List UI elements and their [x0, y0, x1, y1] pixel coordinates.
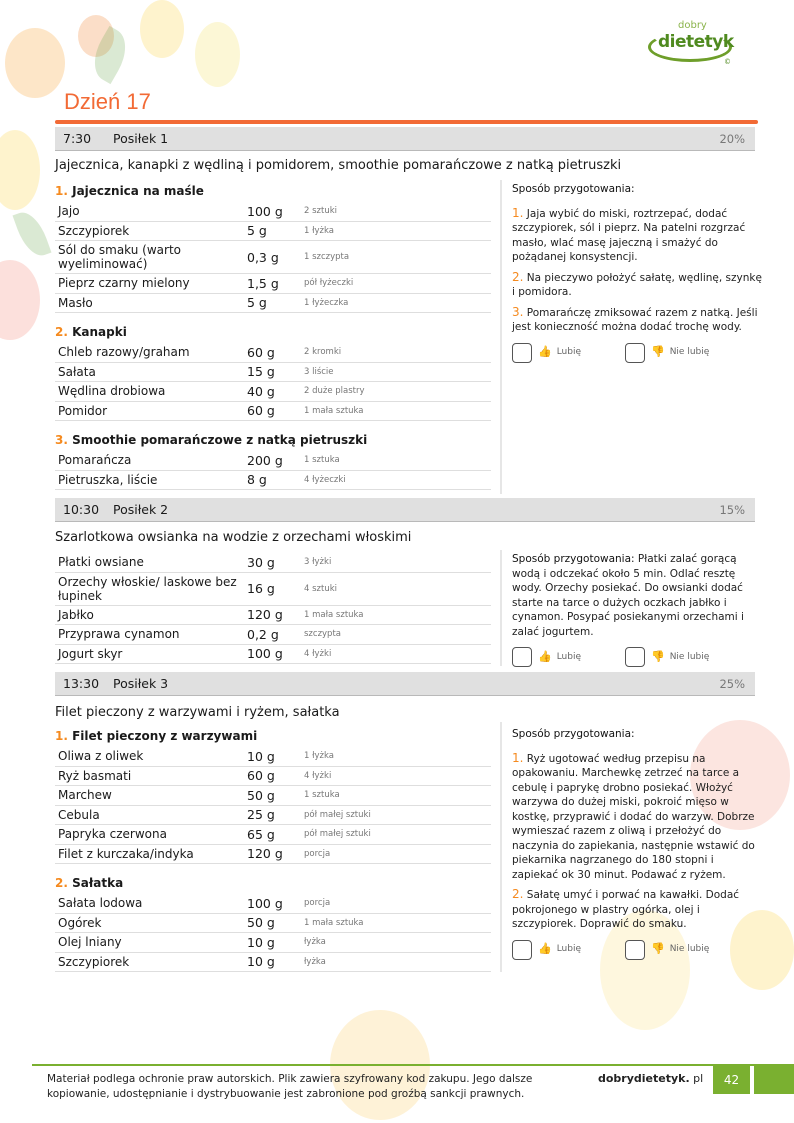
dislike-option[interactable]: 👎 Nie lubię — [625, 940, 738, 960]
like-option[interactable]: 👍 Lubię — [512, 940, 625, 960]
ingredients-meal-3 — [55, 725, 491, 972]
meal-name: Posiłek 3 — [113, 676, 169, 691]
meal-name: Posiłek 2 — [113, 502, 169, 517]
ingredient-row: Oliwa z oliwek 10 g 1 łyżka — [55, 747, 491, 767]
ingredient-row: Filet z kurczaka/indyka 120 g porcja — [55, 845, 491, 865]
website-link[interactable]: dobrydietetyk. pl — [598, 1072, 704, 1085]
meal-time: 13:30 — [63, 676, 100, 691]
recipe-subtitle: 2. Kanapki — [55, 325, 127, 339]
logo-line2: dietetyk — [658, 32, 734, 52]
dislike-checkbox[interactable] — [625, 940, 645, 960]
lemon-decoration — [0, 130, 40, 210]
ingredient-row: Szczypiorek 5 g 1 łyżka — [55, 222, 491, 242]
prep-step: 2. Sałatę umyć i porwać na kawałki. Dodać pokrojonego w plastry ogórka, olej i szczypiorek. Doprawić do smaku. — [512, 887, 740, 930]
prep-step: 1. Ryż ugotować według przepisu na opakowaniu. Marchewkę zetrzeć na tarce a cebulę i paprykę drobno posiekać. Włożyć warzywa do dużej miski, pokroić mięso w kostkę, przyprawić i dodać do warzyw. Dobrze wymieszać razem z oliwą i przełożyć do naczynia do zapiekania, następnie wstawić do piekarnika nagrzanego do 180 stopni i zapiekać ok 30 minut. Podawać z ryżem. — [512, 750, 755, 881]
copyright-mark: © — [724, 58, 731, 66]
leaf-decoration — [13, 207, 52, 260]
lemon-slice-decoration — [140, 0, 184, 58]
orange-decoration — [78, 15, 114, 57]
meal-name: Posiłek 1 — [113, 131, 169, 146]
column-divider — [500, 550, 502, 666]
ingredient-row: Jogurt skyr 100 g 4 łyżki — [55, 645, 491, 665]
ingredient-row: Cebula 25 g pół małej sztuki — [55, 806, 491, 826]
prep-step: 3. Pomarańczę zmiksować razem z natką. Jeśli jest konieczność można dodać trochę wody. — [512, 304, 758, 333]
prep-step: 2. Na pieczywo położyć sałatę, wędlinę, szynkę i pomidora. — [512, 269, 762, 298]
ingredients-meal-2 — [55, 553, 491, 664]
ingredient-row: Wędlina drobiowa 40 g 2 duże plastry — [55, 382, 491, 402]
prep-text: Sposób przygotowania: Płatki zalać gorącą wodą i odczekać około 5 min. Odlać resztę wody. Orzechy posiekać. Do owsianki dodać starte na tarce o dużych oczkach jabłko i cynamon. Posypać posiekanymi orzechami i zalać jogurtem. — [512, 553, 744, 638]
recipe-subtitle: 2. Sałatka — [55, 876, 124, 890]
ingredient-row: Płatki owsiane 30 g 3 łyżki — [55, 553, 491, 573]
ingredient-row: Pietruszka, liście 8 g 4 łyżeczki — [55, 471, 491, 491]
day-title: Dzień 17 — [64, 89, 151, 114]
recipe-subtitle: 1. Jajecznica na maśle — [55, 184, 204, 198]
ingredient-row: Przyprawa cynamon 0,2 g szczypta — [55, 625, 491, 645]
dislike-option[interactable]: 👎 Nie lubię — [625, 647, 738, 667]
ingredient-row: Ogórek 50 g 1 mała sztuka — [55, 914, 491, 934]
meal-header-3 — [55, 672, 755, 696]
meal-percent: 15% — [719, 502, 745, 517]
ingredient-row: Szczypiorek 10 g łyżka — [55, 953, 491, 973]
meal-percent: 20% — [719, 131, 745, 146]
dislike-checkbox[interactable] — [625, 647, 645, 667]
feedback-row — [512, 940, 762, 960]
copyright-notice: Materiał podlega ochronie praw autorskich. Plik zawiera szyfrowany kod zakupu. Jego dalsze kopiowanie, udostępnianie i dystrybuowanie jest zabronione pod groźbą sankcji prawnych. — [47, 1073, 533, 1100]
grapefruit-decoration — [0, 260, 40, 340]
ingredient-row: Ryż basmati 60 g 4 łyżki — [55, 767, 491, 787]
title-divider — [55, 120, 758, 124]
like-checkbox[interactable] — [512, 343, 532, 363]
preparation-meal-2 — [512, 552, 762, 667]
column-divider — [500, 180, 502, 494]
prep-step: 1. Jaja wybić do miski, roztrzepać, dodać szczypiorek, sól i pieprz. Na patelni rozgrzać masło, wlać masę jajeczną i smażyć do pożądanej konsystencji. — [512, 205, 746, 263]
column-divider — [500, 722, 502, 972]
like-checkbox[interactable] — [512, 940, 532, 960]
thumbs-up-icon: 👍 — [538, 649, 552, 663]
dislike-option[interactable]: 👎 Nie lubię — [625, 343, 738, 363]
ingredient-row: Pomarańcza 200 g 1 sztuka — [55, 451, 491, 471]
ingredient-row: Olej lniany 10 g łyżka — [55, 933, 491, 953]
preparation-meal-3 — [512, 727, 762, 960]
ingredient-row: Orzechy włoskie/ laskowe bez łupinek 16 g 4 sztuki — [55, 573, 491, 606]
preparation-label: Sposób przygotowania: — [512, 183, 635, 195]
like-checkbox[interactable] — [512, 647, 532, 667]
thumbs-down-icon: 👎 — [651, 649, 665, 663]
ingredient-row: Sól do smaku (warto wyeliminować) 0,3 g 1 szczypta — [55, 241, 491, 274]
footer-divider — [32, 1064, 794, 1066]
meal-title: Jajecznica, kanapki z wędliną i pomidorem, smoothie pomarańczowe z natką pietruszki — [55, 158, 622, 173]
ingredient-row: Chleb razowy/graham 60 g 2 kromki — [55, 343, 491, 363]
ingredient-row: Papryka czerwona 65 g pół małej sztuki — [55, 825, 491, 845]
like-option[interactable]: 👍 Lubię — [512, 343, 625, 363]
meal-time: 7:30 — [63, 131, 92, 146]
feedback-row — [512, 343, 762, 363]
preparation-label: Sposób przygotowania: — [512, 728, 635, 740]
leaf-decoration — [85, 26, 136, 84]
ingredient-row: Sałata 15 g 3 liście — [55, 363, 491, 383]
meal-title: Szarlotkowa owsianka na wodzie z orzechami włoskimi — [55, 530, 412, 545]
meal-time: 10:30 — [63, 502, 100, 517]
meal-header-2 — [55, 498, 755, 522]
page-number: 42 — [713, 1066, 750, 1094]
page-tab-decoration — [754, 1066, 794, 1094]
orange-decoration — [5, 28, 65, 98]
thumbs-up-icon: 👍 — [538, 942, 552, 956]
ingredient-row: Masło 5 g 1 łyżeczka — [55, 294, 491, 314]
ingredient-row: Pomidor 60 g 1 mała sztuka — [55, 402, 491, 422]
thumbs-up-icon: 👍 — [538, 345, 552, 359]
recipe-subtitle: 3. Smoothie pomarańczowe z natką pietruszki — [55, 433, 368, 447]
like-option[interactable]: 👍 Lubię — [512, 647, 625, 667]
dobry-dietetyk-logo — [646, 18, 736, 68]
ingredient-row: Marchew 50 g 1 sztuka — [55, 786, 491, 806]
ingredient-row: Jabłko 120 g 1 mała sztuka — [55, 606, 491, 626]
recipe-subtitle: 1. Filet pieczony z warzywami — [55, 729, 258, 743]
lemon-decoration — [195, 22, 240, 87]
thumbs-down-icon: 👎 — [651, 345, 665, 359]
meal-percent: 25% — [719, 676, 745, 691]
meal-title: Filet pieczony z warzywami i ryżem, sałatka — [55, 705, 340, 720]
ingredient-row: Jajo 100 g 2 sztuki — [55, 202, 491, 222]
ingredient-row: Pieprz czarny mielony 1,5 g pół łyżeczki — [55, 274, 491, 294]
dislike-checkbox[interactable] — [625, 343, 645, 363]
ingredients-meal-1 — [55, 180, 491, 490]
logo-line1: dobry — [678, 20, 707, 31]
feedback-row — [512, 647, 762, 667]
meal-header-1 — [55, 127, 755, 151]
preparation-meal-1 — [512, 182, 762, 363]
ingredient-row: Sałata lodowa 100 g porcja — [55, 894, 491, 914]
thumbs-down-icon: 👎 — [651, 942, 665, 956]
